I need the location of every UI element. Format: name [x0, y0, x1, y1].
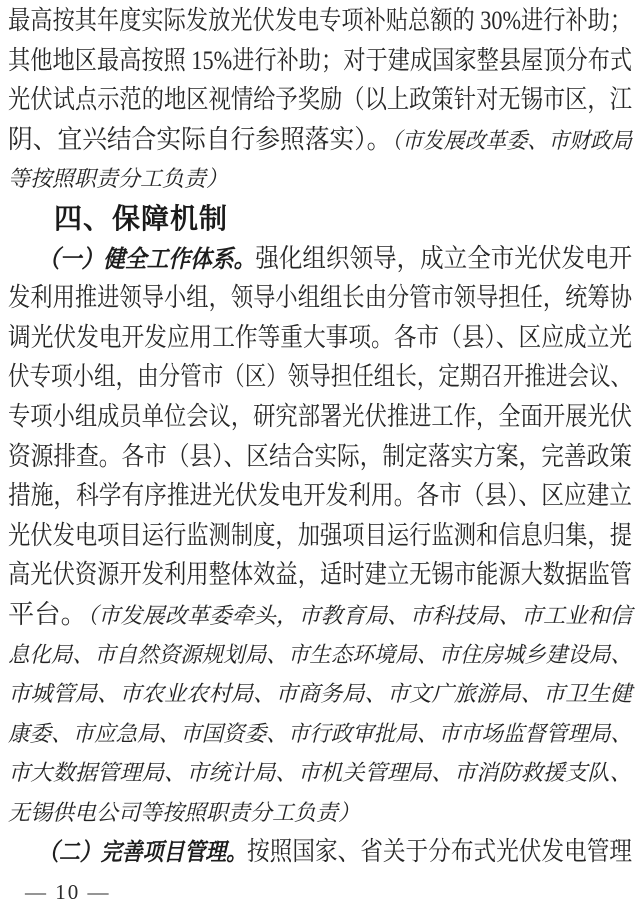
- text-line: [8, 832, 632, 872]
- text-line-content: [8, 516, 632, 560]
- text-line-content: [8, 437, 632, 481]
- text-segment-fs: 高光伏资源开发利用整体效益，适时建立无锡市能源大数据监管: [8, 560, 633, 590]
- text-line-content: [8, 555, 632, 599]
- text-line-content: [8, 41, 632, 85]
- text-line: [8, 437, 632, 477]
- text-segment-kai: （市发展改革委、市财政局: [391, 127, 633, 153]
- text-segment-fs: 措施，科学有序推进光伏发电开发利用。各市（县）、区应建立: [8, 481, 633, 511]
- text-segment-kai: 康委、市应急局、市国资委、市行政审批局、市市场监督管理局、: [8, 720, 633, 746]
- text-segment-kai: 市城管局、市农业农村局、市商务局、市文广旅游局、市卫生健: [8, 681, 633, 707]
- text-segment-fs: 伏专项小组，由分管市（区）领导担任组长，定期召开推进会议、: [8, 362, 633, 392]
- text-line: [8, 159, 632, 199]
- text-segment-fs: 专项小组成员单位会议，研究部署光伏推进工作，全面开展光伏: [8, 401, 633, 431]
- text-line-content: [38, 239, 632, 283]
- text-line: [8, 80, 632, 120]
- text-segment-kaib: （一）健全工作体系。: [38, 246, 256, 273]
- text-line: [8, 476, 632, 516]
- text-line: [8, 397, 632, 437]
- text-line: [8, 516, 632, 556]
- text-line-content: [8, 357, 632, 401]
- text-line: [8, 120, 632, 160]
- text-block: [8, 1, 632, 872]
- text-line-content: [8, 318, 632, 362]
- text-segment-fs: 资源排查。各市（县）、区结合实际，制定落实方案，完善政策: [8, 441, 633, 471]
- text-segment-fs: 调光伏发电开发应用工作等重大事项。各市（县）、区应成立光: [8, 322, 633, 352]
- text-segment-fs: 阴、宜兴结合实际自行参照落实）。: [8, 124, 392, 154]
- text-line: [8, 318, 632, 358]
- text-segment-kaib: （二）完善项目管理。: [38, 840, 248, 867]
- text-segment-fs: 光伏试点示范的地区视情给予奖励（以上政策针对无锡市区，江: [8, 85, 633, 115]
- text-line: [8, 595, 632, 635]
- text-line: [8, 753, 632, 793]
- text-line-content: [8, 753, 632, 796]
- text-segment-fs: 按照国家、省关于分布式光伏发电管理: [247, 837, 633, 867]
- text-line-content: [8, 80, 632, 124]
- text-segment-kai: 等按照职责分工负责）: [8, 166, 229, 192]
- text-line: [8, 793, 632, 833]
- text-line: [8, 41, 632, 81]
- text-line: [8, 555, 632, 595]
- text-line-content: [8, 120, 632, 164]
- text-line: [8, 1, 632, 41]
- text-segment-fs: 强化组织领导，成立全市光伏发电开: [255, 243, 633, 273]
- text-segment-fs: 其他地区最高按照 15%进行补助；对于建成国家整县屋顶分布式: [8, 45, 633, 75]
- text-line-content: [54, 199, 228, 244]
- text-line: [8, 199, 632, 239]
- text-line-content: [8, 714, 632, 757]
- text-segment-fs: 最高按其年度实际发放光伏发电专项补贴总额的 30%进行补助；: [8, 6, 633, 35]
- text-segment-kai: 市大数据管理局、市统计局、市机关管理局、市消防救援支队、: [8, 760, 633, 786]
- text-line-content: [8, 674, 632, 717]
- text-line-content: [38, 832, 632, 876]
- text-line-content: [8, 397, 632, 441]
- text-line: [8, 357, 632, 397]
- text-line-content: [8, 595, 632, 639]
- text-segment-fs: 平台。: [8, 599, 87, 629]
- text-line: [8, 278, 632, 318]
- text-line-content: [8, 476, 632, 520]
- text-segment-kai: 无锡供电公司等按照职责分工负责）: [8, 799, 361, 825]
- text-line-content: [8, 793, 360, 836]
- text-segment-kai: 息化局、市自然资源规划局、市生态环境局、市住房城乡建设局、: [8, 641, 633, 667]
- text-segment-kai: （市发展改革委牵头，市教育局、市科技局、市工业和信: [86, 602, 633, 628]
- text-line-content: [8, 1, 632, 45]
- text-line: [8, 714, 632, 754]
- text-line-content: [8, 278, 632, 322]
- text-segment-hei: 四、保障机制: [54, 202, 229, 234]
- text-line: [8, 239, 632, 279]
- text-line: [8, 635, 632, 675]
- text-segment-fs: 发利用推进领导小组，领导小组组长由分管市领导担任，统筹协: [8, 283, 633, 313]
- text-line-content: [8, 635, 632, 678]
- text-line-content: [8, 159, 228, 202]
- text-line: [8, 674, 632, 714]
- page-number: — 10 —: [25, 880, 111, 904]
- text-segment-fs: 光伏发电项目运行监测制度，加强项目运行监测和信息归集，提: [8, 520, 633, 550]
